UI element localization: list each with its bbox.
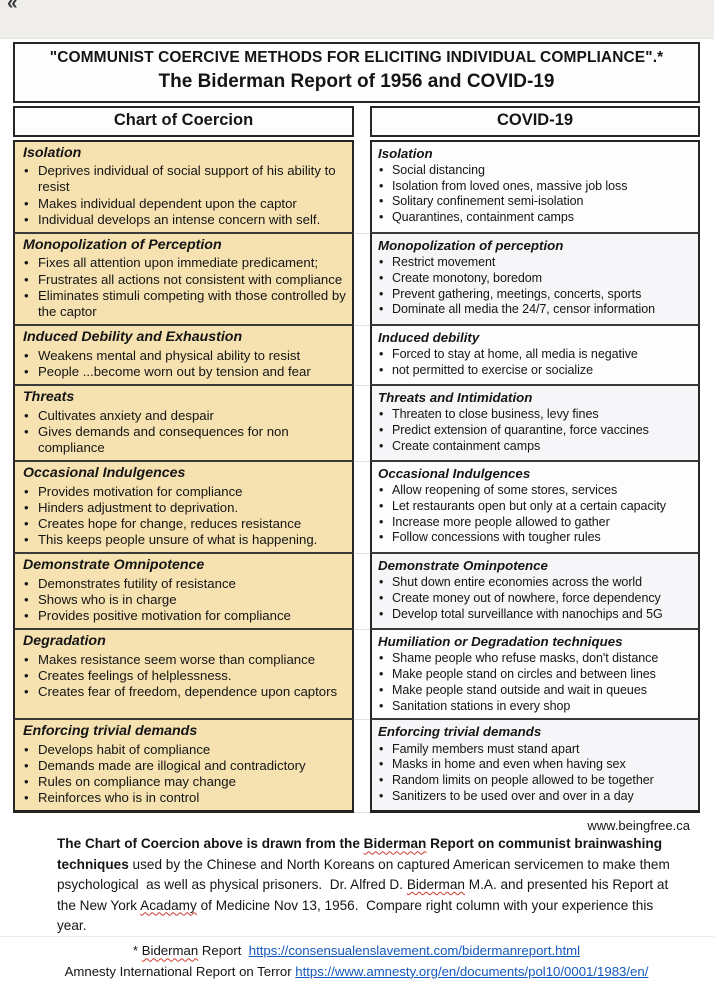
bullet-item: [23, 758, 346, 774]
bullet-text: Shut down entire economies across the world: [392, 575, 643, 590]
bullet-icon: •: [379, 178, 384, 193]
bullet-text: Individual develops an intense concern with self.: [38, 211, 321, 227]
footer-text: The Chart of Coercion above is drawn from the: [57, 836, 364, 852]
column-gap: [354, 140, 370, 234]
bullet-item: [378, 407, 693, 423]
bullet-item: [378, 194, 693, 210]
title-box: [13, 42, 700, 103]
covid-bullet-list: [378, 651, 693, 714]
bullet-item: [378, 363, 693, 379]
coercion-row-title: Isolation: [23, 144, 82, 161]
covid-row-title: Occasional Indulgences: [378, 465, 531, 481]
bullet-text: not permitted to exercise or socialize: [392, 362, 593, 377]
bullet-icon: •: [379, 530, 384, 545]
reference-links: [13, 941, 700, 982]
column-gap: [354, 106, 370, 137]
bullet-icon: •: [24, 287, 29, 303]
table-row: [13, 554, 700, 630]
coercion-cell: [13, 140, 354, 234]
bullet-text: Restrict movement: [392, 255, 496, 270]
bullet-item: [23, 255, 346, 271]
bullet-icon: •: [379, 667, 384, 682]
bullet-item: [23, 576, 346, 592]
bullet-icon: •: [379, 255, 384, 270]
bullet-text: Reinforces who is in control: [38, 790, 200, 806]
bullet-text: Makes individual dependent upon the captor: [38, 195, 297, 211]
bullet-text: Dominate all media the 24/7, censor information: [392, 302, 656, 317]
coercion-cell: [13, 554, 354, 630]
bullet-icon: •: [24, 211, 29, 227]
covid-row-title: Enforcing trivial demands: [378, 724, 542, 740]
bullet-icon: •: [379, 162, 384, 177]
bullet-text: Make people stand on circles and between lines: [392, 667, 656, 682]
bullet-text: Cultivates anxiety and despair: [38, 407, 214, 423]
bullet-text: Make people stand outside and wait in queues: [392, 682, 647, 697]
table-row: [13, 630, 700, 720]
bullet-text: Create monotony, boredom: [392, 270, 543, 285]
column-gap: [354, 630, 370, 720]
bullet-item: [23, 163, 346, 195]
bullet-icon: •: [24, 515, 29, 531]
bullet-item: [378, 591, 693, 607]
bullet-text: Sanitation stations in every shop: [392, 698, 571, 713]
bullet-item: [378, 179, 693, 195]
covid-bullet-list: [378, 255, 693, 318]
bullet-item: [23, 742, 346, 758]
bullet-icon: •: [24, 667, 29, 683]
covid-cell: [370, 326, 700, 386]
bullet-text: Hinders adjustment to deprivation.: [38, 499, 239, 515]
bullet-item: [23, 532, 346, 548]
bullet-icon: •: [379, 194, 384, 209]
column-gap: [354, 234, 370, 326]
coercion-bullet-list: [23, 408, 346, 456]
coercion-cell: [13, 386, 354, 462]
covid-row-title: Humiliation or Degradation techniques: [378, 633, 623, 649]
bullet-icon: •: [24, 363, 29, 379]
bullet-icon: •: [379, 347, 384, 362]
table-body: [13, 140, 700, 814]
bullet-icon: •: [24, 651, 29, 667]
covid-cell: [370, 462, 700, 554]
covid-row-title: Threats and Intimidation: [378, 389, 533, 405]
bullet-icon: •: [379, 438, 384, 453]
bullet-item: [23, 408, 346, 424]
bullet-icon: •: [24, 575, 29, 591]
column-gap: [354, 462, 370, 554]
bullet-item: [23, 424, 346, 456]
bullet-item: [378, 699, 693, 715]
bullet-item: [23, 484, 346, 500]
coercion-row-title: Degradation: [23, 632, 106, 649]
bullet-text: Let restaurants open but only at a certain capacity: [392, 498, 667, 513]
bullet-text: Demands made are illogical and contradictory: [38, 758, 306, 774]
bullet-icon: •: [379, 698, 384, 713]
covid-cell: [370, 234, 700, 326]
bullet-item: [378, 607, 693, 623]
bullet-text: Forced to stay at home, all media is negative: [392, 347, 638, 362]
reference-label: Amnesty International Report on Terror: [64, 963, 296, 979]
biderman-report-link[interactable]: https://consensualenslavement.com/bidermanreport.html: [248, 943, 581, 959]
covid-bullet-list: [378, 163, 693, 226]
covid-bullet-list: [378, 575, 693, 622]
bullet-item: [378, 439, 693, 455]
bullet-item: [23, 790, 346, 806]
coercion-bullet-list: [23, 163, 346, 227]
page-top-strip: [0, 0, 714, 39]
website-url: www.beingfree.ca: [587, 818, 690, 834]
footer-text: used by the Chinese and North Koreans on captured American servicemen to make them psychological as well as physical prisoners. Dr. Alfred D.: [57, 856, 670, 893]
coercion-bullet-list: [23, 742, 346, 806]
bullet-item: [23, 608, 346, 624]
bottom-divider: [0, 936, 714, 937]
footer-text-misspelled: Biderman: [363, 836, 427, 852]
coercion-bullet-list: [23, 255, 346, 319]
coercion-row-title: Occasional Indulgences: [23, 464, 186, 481]
bullet-icon: •: [24, 195, 29, 211]
covid-row-title: Demonstrate Ominpotence: [378, 557, 548, 573]
bullet-icon: •: [379, 575, 384, 590]
bullet-icon: •: [379, 514, 384, 529]
covid-cell: [370, 630, 700, 720]
bullet-icon: •: [24, 499, 29, 515]
bullet-text: Develop total surveillance with nanochips and 5G: [392, 606, 663, 621]
footer-text: Report on communist brainwashing techniques: [57, 836, 662, 872]
footer-text: M.A. and presented his Report at the New York: [57, 877, 669, 913]
bullet-text: Shame people who refuse masks, don't distance: [392, 651, 659, 666]
bullet-icon: •: [24, 607, 29, 623]
bullet-item: [23, 774, 346, 790]
bullet-item: [23, 212, 346, 228]
coercion-row-title: Induced Debility and Exhaustion: [23, 328, 243, 345]
bullet-item: [378, 499, 693, 515]
bullet-text: Threaten to close business, levy fines: [392, 407, 599, 422]
bullet-text: Demonstrates futility of resistance: [38, 575, 236, 591]
bullet-icon: •: [379, 788, 384, 803]
table-row: [13, 386, 700, 462]
coercion-row-title: Enforcing trivial demands: [23, 723, 198, 740]
bullet-item: [378, 667, 693, 683]
bullet-icon: •: [24, 347, 29, 363]
column-headers: [13, 106, 700, 137]
bullet-item: [23, 668, 346, 684]
coercion-cell: [13, 720, 354, 813]
coercion-row-title: Demonstrate Omnipotence: [23, 556, 205, 573]
column-gap: [354, 554, 370, 630]
bullet-text: Provides positive motivation for compliance: [38, 607, 291, 623]
bullet-icon: •: [379, 757, 384, 772]
bullet-icon: •: [379, 483, 384, 498]
bullet-icon: •: [24, 790, 29, 806]
bullet-text: Create containment camps: [392, 438, 541, 453]
bullet-text: Prevent gathering, meetings, concerts, sports: [392, 286, 642, 301]
bullet-icon: •: [379, 741, 384, 756]
bullet-text: Creates hope for change, reduces resistance: [38, 515, 302, 531]
covid-cell: [370, 720, 700, 813]
bullet-item: [23, 348, 346, 364]
bullet-icon: •: [379, 773, 384, 788]
covid-row-title: Induced debility: [378, 329, 480, 345]
reference-label: Report: [198, 943, 249, 959]
bullet-icon: •: [379, 270, 384, 285]
bullet-item: [378, 757, 693, 773]
bullet-icon: •: [24, 271, 29, 287]
covid-bullet-list: [378, 407, 693, 454]
bullet-text: Quarantines, containment camps: [392, 210, 574, 225]
bullet-icon: •: [24, 255, 29, 271]
bullet-text: Creates feelings of helplessness.: [38, 667, 232, 683]
covid-row-title: Monopolization of perception: [378, 237, 564, 253]
bullet-icon: •: [24, 758, 29, 774]
bullet-item: [378, 575, 693, 591]
column-gap: [354, 326, 370, 386]
bullet-item: [23, 684, 346, 700]
bullet-icon: •: [24, 531, 29, 547]
footnote-asterisk: *: [132, 943, 142, 959]
bullet-item: [23, 364, 346, 380]
bullet-item: [378, 302, 693, 318]
coercion-row-title: Threats: [23, 388, 75, 405]
bullet-item: [23, 196, 346, 212]
bullet-item: [23, 652, 346, 668]
covid-cell: [370, 386, 700, 462]
biderman-report-reference: [13, 941, 700, 961]
bullet-text: Weakens mental and physical ability to resist: [38, 347, 301, 363]
bullet-text: Predict extension of quarantine, force vaccines: [392, 422, 649, 437]
bullet-text: Rules on compliance may change: [38, 774, 236, 790]
coercion-cell: [13, 630, 354, 720]
covid-bullet-list: [378, 742, 693, 805]
bullet-text: Develops habit of compliance: [38, 742, 211, 758]
bullet-icon: •: [24, 742, 29, 758]
bullet-text: Solitary confinement semi-isolation: [392, 194, 584, 209]
bullet-text: People ...become worn out by tension and fear: [38, 363, 311, 379]
bullet-item: [378, 271, 693, 287]
bullet-item: [23, 500, 346, 516]
bullet-icon: •: [379, 651, 384, 666]
bullet-text: Fixes all attention upon immediate predicament;: [38, 255, 319, 271]
footer-text-misspelled: Acadamy: [140, 897, 197, 913]
bullet-text: Masks in home and even when having sex: [392, 757, 626, 772]
bullet-item: [378, 210, 693, 226]
column-header-coercion: Chart of Coercion: [13, 106, 354, 137]
bullet-icon: •: [379, 210, 384, 225]
column-header-covid: COVID-19: [370, 106, 700, 137]
bullet-icon: •: [379, 362, 384, 377]
bullet-item: [378, 163, 693, 179]
coercion-cell: [13, 234, 354, 326]
amnesty-report-reference: [13, 962, 700, 982]
bullet-icon: •: [24, 774, 29, 790]
document-title: "COMMUNIST COERCIVE METHODS FOR ELICITING INDIVIDUAL COMPLIANCE".*: [49, 49, 664, 66]
bullet-item: [378, 530, 693, 546]
bullet-item: [378, 347, 693, 363]
bullet-text: Follow concessions with tougher rules: [392, 530, 601, 545]
bullet-item: [23, 516, 346, 532]
bullet-icon: •: [379, 682, 384, 697]
coercion-row-title: Monopolization of Perception: [23, 236, 222, 253]
bullet-item: [23, 592, 346, 608]
coercion-cell: [13, 326, 354, 386]
table-row: [13, 326, 700, 386]
table-row: [13, 140, 700, 234]
amnesty-report-link[interactable]: https://www.amnesty.org/en/documents/pol10/0001/1983/en/: [295, 963, 649, 979]
bullet-icon: •: [379, 590, 384, 605]
bullet-icon: •: [379, 286, 384, 301]
bullet-item: [378, 483, 693, 499]
bullet-text: Create money out of nowhere, force dependency: [392, 590, 661, 605]
bullet-item: [378, 515, 693, 531]
corner-mark: «: [7, 0, 18, 14]
coercion-bullet-list: [23, 576, 346, 624]
bullet-text: Social distancing: [392, 162, 485, 177]
table-row: [13, 720, 700, 813]
bullet-icon: •: [24, 483, 29, 499]
footer-text-misspelled: Biderman: [406, 877, 465, 893]
bullet-text: Increase more people allowed to gather: [392, 514, 610, 529]
bullet-text: Gives demands and consequences for non compliance: [38, 423, 289, 455]
bullet-icon: •: [24, 407, 29, 423]
bullet-text: Isolation from loved ones, massive job loss: [392, 178, 628, 193]
bullet-text: This keeps people unsure of what is happening.: [38, 531, 318, 547]
bullet-item: [23, 272, 346, 288]
bullet-text: Random limits on people allowed to be together: [392, 773, 654, 788]
coercion-bullet-list: [23, 652, 346, 700]
bullet-item: [378, 773, 693, 789]
covid-cell: [370, 554, 700, 630]
bullet-text: Sanitizers to be used over and over in a day: [392, 788, 634, 803]
document-body: [13, 42, 700, 982]
bullet-text: Eliminates stimuli competing with those controlled by the captor: [38, 287, 346, 319]
footer-text: of Medicine Nov 13, 1956. Compare right column with your experience this year.: [57, 897, 654, 933]
table-row: [13, 462, 700, 554]
bullet-item: [378, 255, 693, 271]
covid-bullet-list: [378, 347, 693, 379]
covid-row-title: Isolation: [378, 145, 433, 161]
bullet-text: Deprives individual of social support of his ability to resist: [38, 163, 336, 195]
bullet-text: Shows who is in charge: [38, 591, 177, 607]
bullet-item: [378, 287, 693, 303]
bullet-item: [378, 789, 693, 805]
coercion-bullet-list: [23, 484, 346, 548]
bullet-icon: •: [24, 683, 29, 699]
footer-text-misspelled: Biderman: [141, 943, 199, 959]
bullet-icon: •: [379, 606, 384, 621]
bullet-icon: •: [379, 498, 384, 513]
covid-cell: [370, 140, 700, 234]
bullet-item: [378, 651, 693, 667]
coercion-cell: [13, 462, 354, 554]
bullet-item: [378, 423, 693, 439]
bullet-text: Creates fear of freedom, dependence upon captors: [38, 683, 338, 699]
bullet-icon: •: [24, 423, 29, 439]
bullet-icon: •: [24, 591, 29, 607]
bullet-text: Family members must stand apart: [392, 741, 580, 756]
bullet-text: Provides motivation for compliance: [38, 483, 243, 499]
bullet-text: Makes resistance seem worse than compliance: [38, 651, 316, 667]
column-gap: [354, 386, 370, 462]
document-subtitle: The Biderman Report of 1956 and COVID-19: [158, 70, 555, 92]
bullet-icon: •: [379, 302, 384, 317]
covid-bullet-list: [378, 483, 693, 546]
bullet-item: [23, 288, 346, 320]
bullet-text: Frustrates all actions not consistent with compliance: [38, 271, 343, 287]
column-gap: [354, 720, 370, 813]
bullet-icon: •: [379, 422, 384, 437]
bullet-icon: •: [379, 407, 384, 422]
bullet-item: [378, 742, 693, 758]
bullet-text: Allow reopening of some stores, services: [392, 483, 618, 498]
bullet-item: [378, 683, 693, 699]
coercion-bullet-list: [23, 348, 346, 380]
footer-paragraph: [57, 834, 681, 936]
bullet-icon: •: [24, 163, 29, 179]
table-row: [13, 234, 700, 326]
